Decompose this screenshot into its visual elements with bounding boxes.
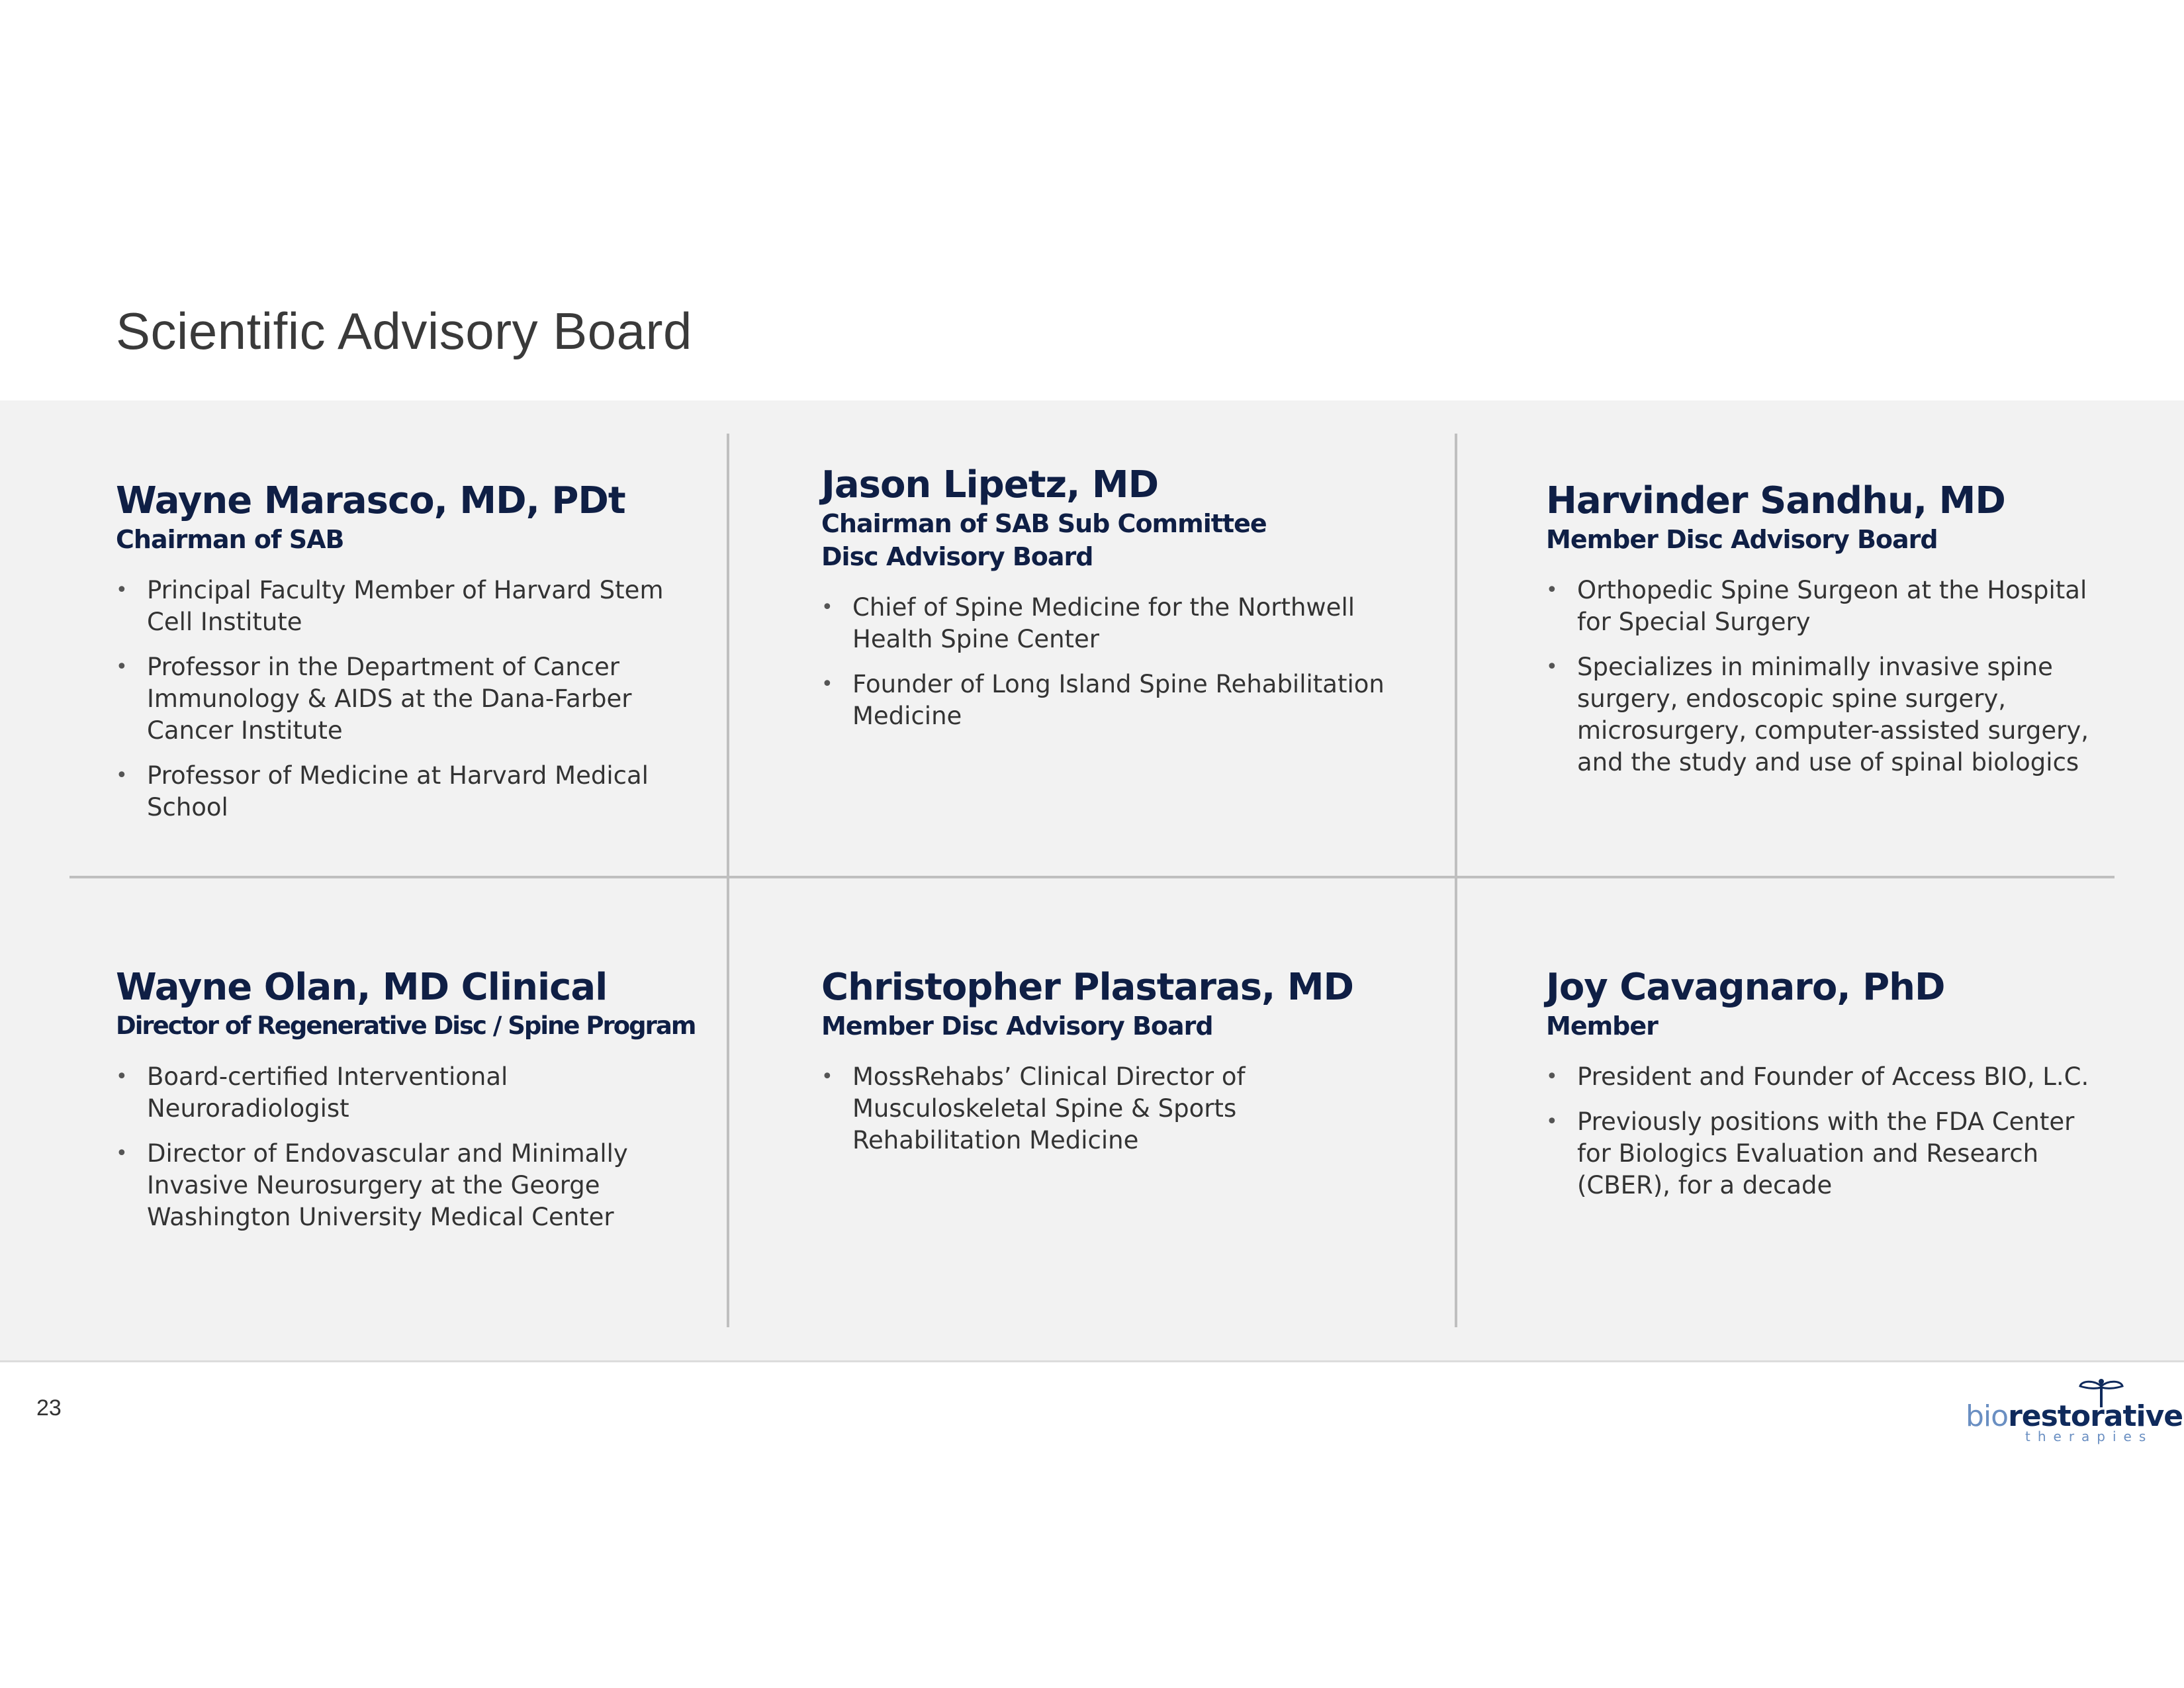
member-name: Christopher Plastaras, MD xyxy=(821,966,1354,1009)
member-bullets xyxy=(1546,1061,2109,1201)
column-divider xyxy=(1455,434,1457,1327)
page-number: 23 xyxy=(36,1395,62,1421)
member-name: Jason Lipetz, MD xyxy=(821,463,1159,506)
member-name: Harvinder Sandhu, MD xyxy=(1546,479,2005,522)
member-name: Joy Cavagnaro, PhD xyxy=(1546,966,1945,1009)
logo-tagline: therapies xyxy=(2025,1429,2154,1444)
footer-divider xyxy=(0,1360,2184,1362)
bullet-item: • Specializes in minimally invasive spine surgery, endoscopic spine surgery, microsurgery, computer-assisted surgery, and the study and use of spinal biologics xyxy=(1546,651,2095,778)
member-card xyxy=(821,463,1404,745)
member-bullets xyxy=(821,592,1404,732)
member-role: Disc Advisory Board xyxy=(821,542,1093,571)
page-title: Scientific Advisory Board xyxy=(116,302,692,360)
bullet-item: • MossRehabs’ Clinical Director of Musculoskeletal Spine & Sports Rehabilitation Medicine xyxy=(821,1061,1364,1156)
bullet-item: • Principal Faculty Member of Harvard Stem Cell Institute xyxy=(116,575,698,638)
member-bullets xyxy=(1546,575,2095,778)
bullet-item: • Previously positions with the FDA Center for Biologics Evaluation and Research (CBER), for a decade xyxy=(1546,1106,2109,1201)
bullet-item: • Professor of Medicine at Harvard Medical School xyxy=(116,760,698,823)
member-card xyxy=(1546,479,2095,792)
bullet-item: • Chief of Spine Medicine for the Northwell Health Spine Center xyxy=(821,592,1404,655)
member-role: Member Disc Advisory Board xyxy=(821,1011,1213,1041)
member-role: Member Disc Advisory Board xyxy=(1546,525,1938,554)
member-bullets xyxy=(116,575,698,823)
member-card xyxy=(1546,966,2109,1215)
column-divider xyxy=(727,434,729,1327)
bullet-item: • Director of Endovascular and Minimally Invasive Neurosurgery at the George Washington University Medical Center xyxy=(116,1138,698,1233)
bullet-item: • Professor in the Department of Cancer Immunology & AIDS at the Dana-Farber Cancer Institute xyxy=(116,651,698,747)
bullet-item: • Orthopedic Spine Surgeon at the Hospital for Special Surgery xyxy=(1546,575,2095,638)
member-role: Chairman of SAB xyxy=(116,525,344,554)
member-role: Director of Regenerative Disc / Spine Program xyxy=(116,1011,696,1040)
member-card xyxy=(821,966,1364,1170)
bullet-item: • President and Founder of Access BIO, L.C. xyxy=(1546,1061,2109,1093)
member-bullets xyxy=(821,1061,1364,1156)
member-role: Chairman of SAB Sub Committee xyxy=(821,509,1267,538)
member-card xyxy=(116,479,698,837)
member-name: Wayne Olan, MD Clinical xyxy=(116,966,608,1009)
member-name: Wayne Marasco, MD, PDt xyxy=(116,479,625,522)
member-role: Member xyxy=(1546,1011,1658,1041)
member-bullets xyxy=(116,1061,698,1233)
bullet-item: • Founder of Long Island Spine Rehabilitation Medicine xyxy=(821,669,1404,732)
member-card xyxy=(116,966,698,1246)
logo-wordmark: biorestorative xyxy=(1966,1399,2183,1433)
row-divider xyxy=(69,876,2115,878)
bullet-item: • Board-certified Interventional Neuroradiologist xyxy=(116,1061,698,1125)
company-logo xyxy=(1966,1377,2183,1444)
